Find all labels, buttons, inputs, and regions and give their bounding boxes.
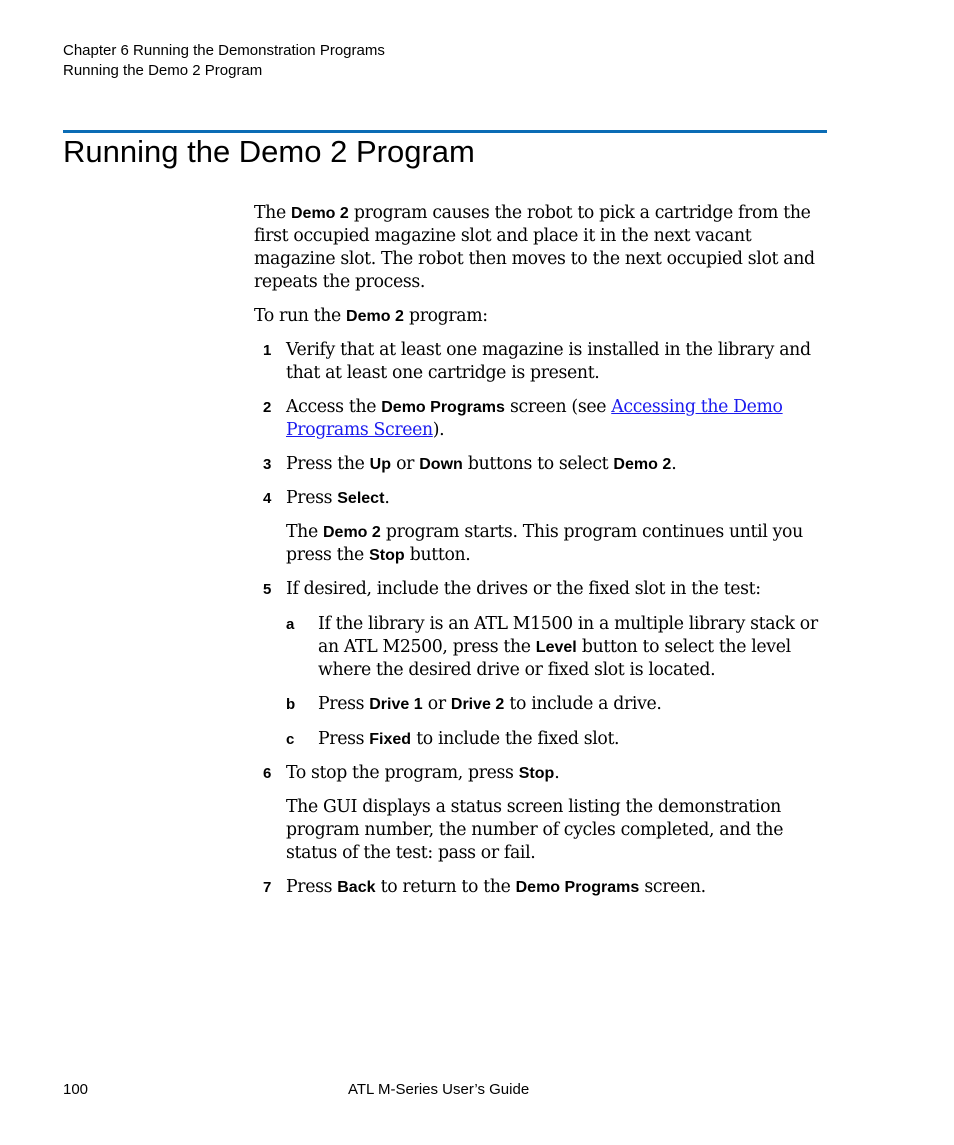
- substep-letter: b: [286, 696, 296, 713]
- ui-term: Fixed: [369, 731, 412, 748]
- step-3: [254, 453, 834, 476]
- ui-term: Back: [337, 879, 376, 896]
- step-text: Press: [318, 694, 370, 714]
- ui-term: Select: [337, 490, 385, 507]
- ui-term: Drive 2: [450, 696, 505, 713]
- lead-text-1: To run the: [254, 306, 347, 326]
- ui-term: Drive 1: [369, 696, 423, 713]
- step-text: ).: [432, 420, 445, 440]
- running-header: [63, 41, 385, 81]
- step-text: .: [384, 488, 390, 508]
- ui-term: Demo 2: [613, 456, 672, 473]
- step-number: 1: [263, 342, 272, 359]
- substep-letter: c: [286, 731, 295, 748]
- step-number: 3: [263, 456, 272, 473]
- step-1: [254, 339, 834, 385]
- header-chapter: Chapter 6 Running the Demonstration Programs: [63, 42, 385, 59]
- substep-c: [254, 728, 834, 751]
- ui-term: Level: [535, 639, 577, 656]
- step-text: Press: [286, 488, 338, 508]
- step-number: 7: [263, 879, 272, 896]
- step-4-result: [254, 521, 834, 567]
- step-text: or: [390, 454, 420, 474]
- cross-reference-link[interactable]: Accessing the Demo Programs Screen: [286, 397, 783, 440]
- lead-paragraph: [254, 305, 834, 328]
- intro-paragraph: [254, 202, 834, 294]
- step-text: .: [554, 763, 560, 783]
- step-text: Access the: [286, 397, 382, 417]
- substep-letter: a: [286, 616, 295, 633]
- step-text: Verify that at least one magazine is installed in the library and that at least one cartridge is present.: [286, 340, 811, 383]
- intro-text-2: program causes the robot to pick a cartridge from the first occupied magazine slot and place it in the next vacant magazine slot. The robot then moves to the next occupied slot and repeats the process.: [254, 203, 815, 292]
- ui-term: Down: [419, 456, 463, 473]
- ui-term: Stop: [518, 765, 555, 782]
- step-text: to return to the: [375, 877, 516, 897]
- step-text: button to select the level where the desired drive or fixed slot is located.: [318, 637, 791, 680]
- step-6-result: [254, 796, 834, 865]
- ui-term: Demo 2: [322, 524, 381, 541]
- step-text: to include the fixed slot.: [411, 729, 620, 749]
- ui-term: Demo Programs: [515, 879, 640, 896]
- step-text: .: [671, 454, 677, 474]
- step-text: to include a drive.: [504, 694, 662, 714]
- lead-ui-term: Demo 2: [346, 308, 404, 325]
- step-text: screen (see: [504, 397, 612, 417]
- step-text: buttons to select: [462, 454, 614, 474]
- intro-ui-term: Demo 2: [290, 205, 349, 222]
- step-text: The GUI displays a status screen listing the demonstration program number, the number of cycles completed, and the status of the test: pass or fail.: [286, 797, 784, 863]
- step-text: or: [422, 694, 451, 714]
- step-text: Press: [318, 729, 370, 749]
- ui-term: Stop: [369, 547, 405, 564]
- step-text: If the library is an ATL M1500 in a multiple library stack or an ATL M2500, press the: [318, 614, 818, 657]
- intro-text-1: The: [254, 203, 291, 223]
- step-4: [254, 487, 834, 510]
- ui-term: Up: [369, 456, 391, 473]
- substep-a: [254, 613, 834, 682]
- step-2: [254, 396, 834, 442]
- body-text: [254, 202, 834, 899]
- step-number: 4: [263, 490, 272, 507]
- step-number: 6: [263, 765, 272, 782]
- step-text: program starts. This program continues until you press the: [286, 522, 803, 565]
- step-number: 5: [263, 581, 272, 598]
- substep-b: [254, 693, 834, 716]
- step-text: button.: [404, 545, 471, 565]
- step-7: [254, 876, 834, 899]
- ui-term: Demo Programs: [381, 399, 505, 416]
- step-text: screen.: [639, 877, 706, 897]
- page-title: Running the Demo 2 Program: [63, 134, 475, 169]
- step-6: [254, 762, 834, 785]
- step-text: The: [286, 522, 323, 542]
- step-text: Press: [286, 877, 338, 897]
- lead-text-2: program:: [403, 306, 488, 326]
- page-number: 100: [63, 1081, 89, 1098]
- step-text: If desired, include the drives or the fixed slot in the test:: [286, 579, 761, 599]
- guide-title: ATL M-Series User’s Guide: [348, 1081, 530, 1098]
- header-section: Running the Demo 2 Program: [63, 62, 263, 79]
- step-text: Press the: [286, 454, 370, 474]
- step-text: To stop the program, press: [286, 763, 519, 783]
- step-5: [254, 578, 834, 601]
- step-number: 2: [263, 399, 272, 416]
